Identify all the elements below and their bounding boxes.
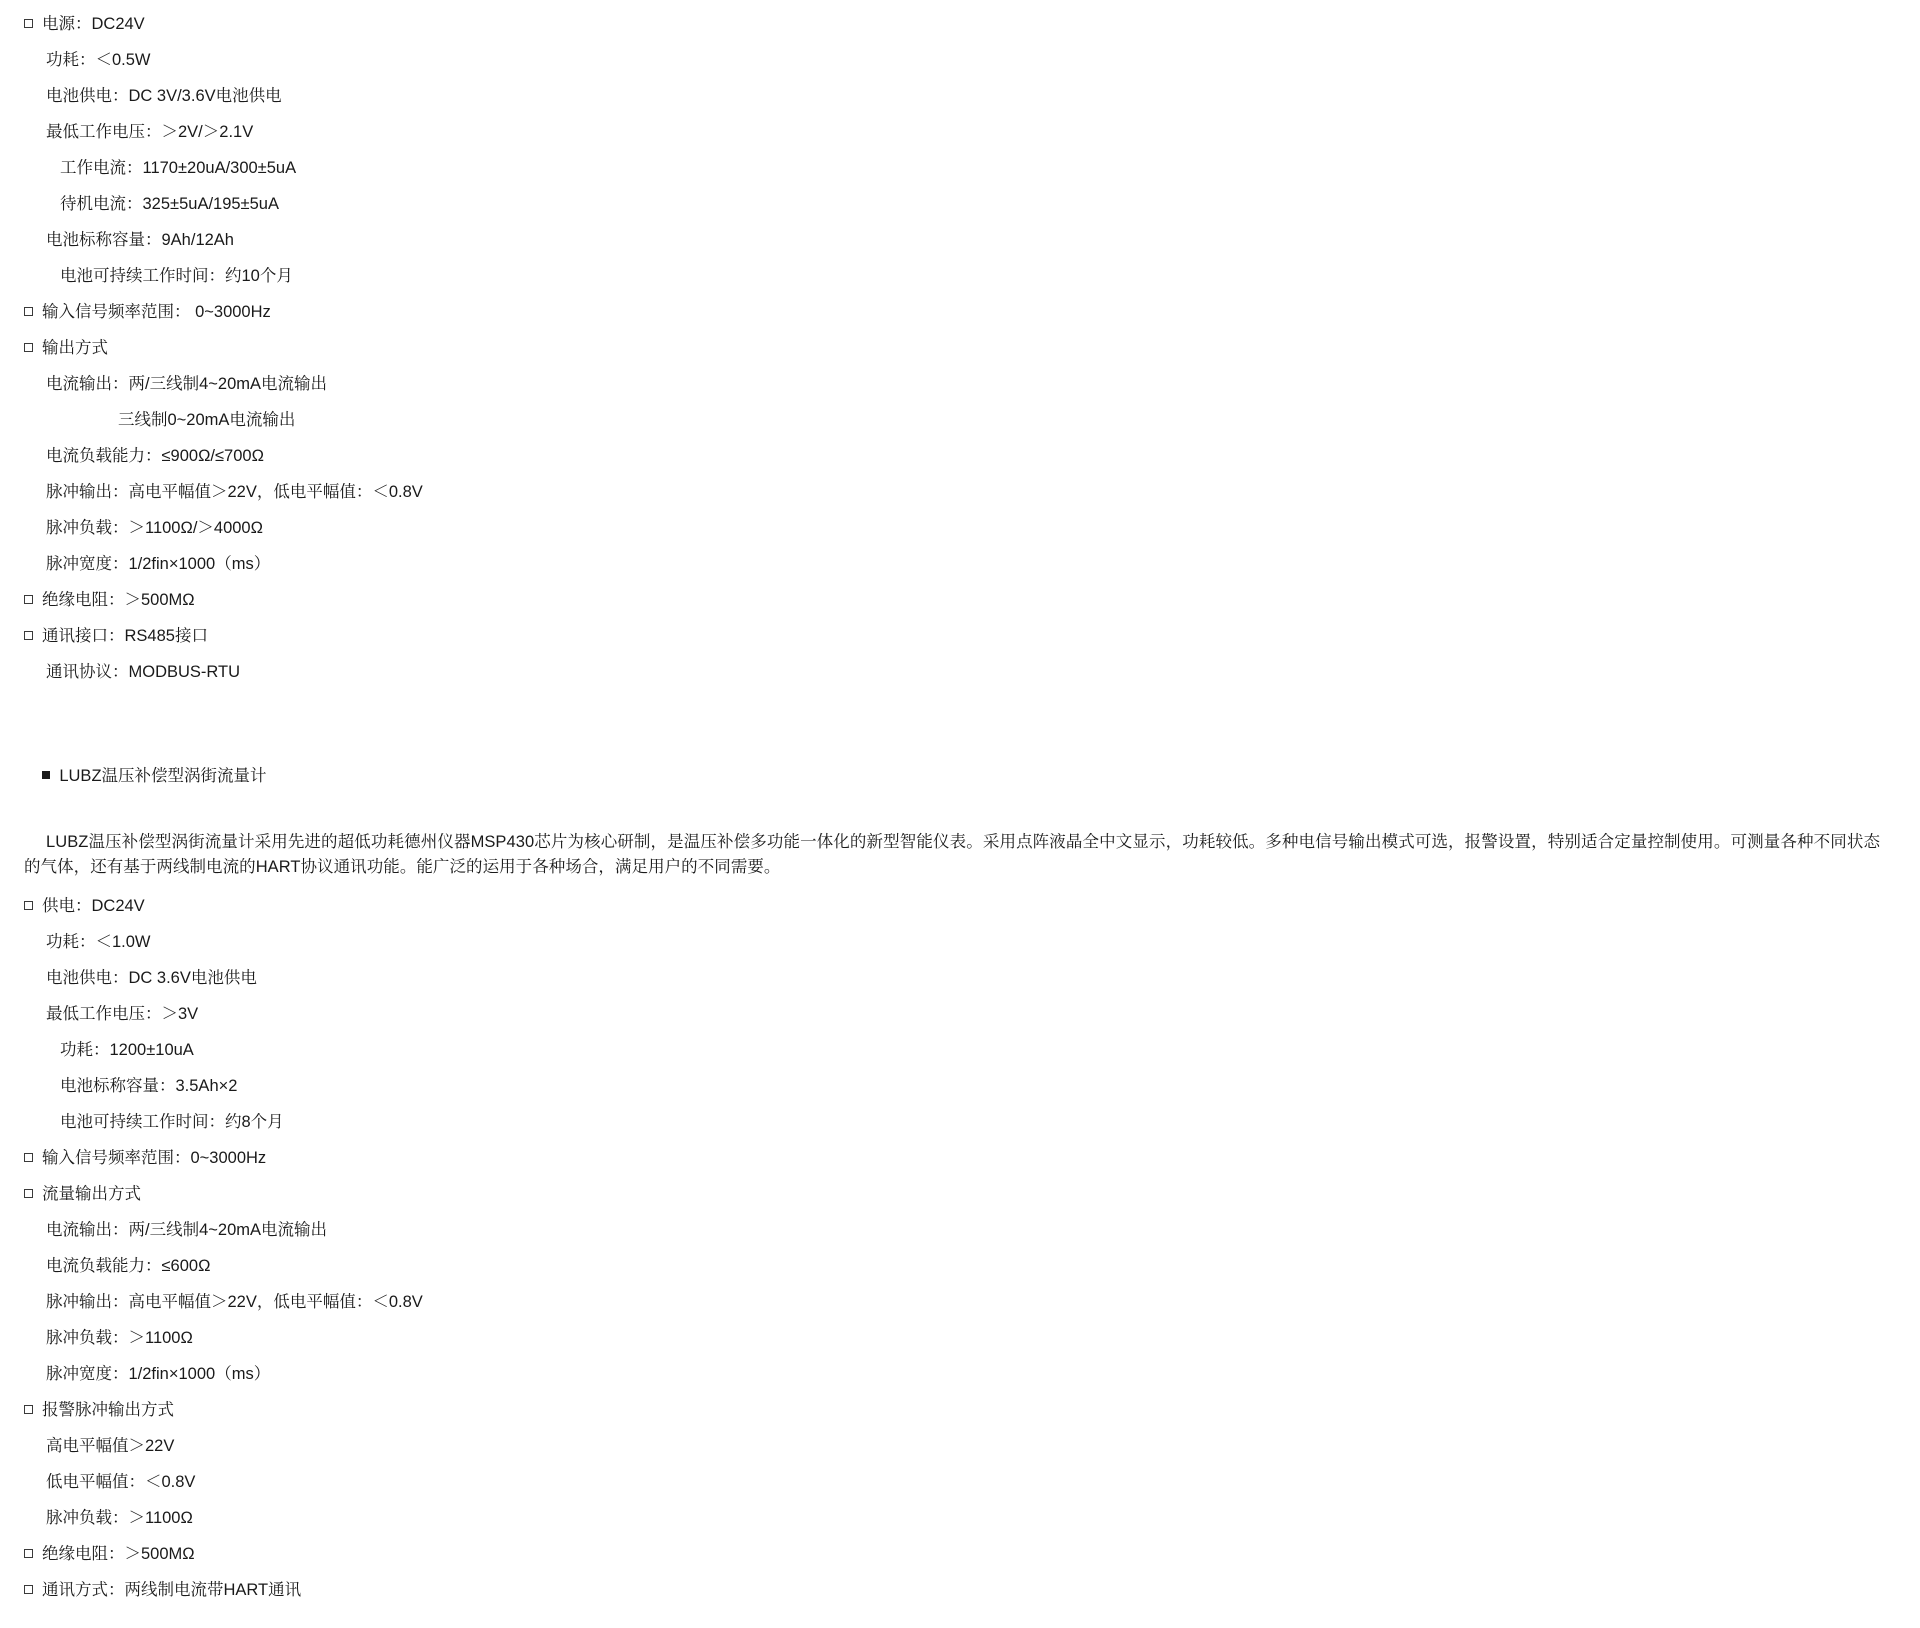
spec-line-label: 绝缘电阻：＞500MΩ: [42, 1545, 195, 1563]
hollow-square-bullet-icon: [24, 1405, 33, 1414]
spec-line: [24, 888, 1880, 924]
hollow-square-bullet-icon: [24, 901, 33, 910]
spec-list-section-2: [24, 888, 1880, 1608]
spec-line-label: 最低工作电压：＞3V: [46, 1005, 199, 1023]
solid-square-bullet-icon: [42, 771, 50, 779]
section-spacer: [24, 690, 1880, 722]
hollow-square-bullet-icon: [24, 1585, 33, 1594]
section-intro-paragraph: [24, 830, 1880, 880]
spec-line-label: 工作电流：1170±20uA/300±5uA: [60, 159, 297, 177]
spec-line-label: 输出方式: [42, 339, 108, 357]
spec-line: [24, 222, 1880, 258]
spec-line-label: 电流输出：两/三线制4~20mA电流输出: [46, 1221, 327, 1239]
spec-line-label: 功耗：＜1.0W: [46, 933, 151, 951]
section-heading-label: LUBZ温压补偿型涡街流量计: [59, 767, 267, 785]
spec-line: [24, 1464, 1880, 1500]
spec-list-section-1: [24, 6, 1880, 690]
spec-line-label: 电池供电：DC 3.6V电池供电: [46, 969, 257, 987]
spec-line-label: 脉冲负载：＞1100Ω: [46, 1329, 193, 1347]
spec-line-label: 电池标称容量：3.5Ah×2: [60, 1077, 238, 1095]
spec-line-label: 通讯接口：RS485接口: [42, 627, 208, 645]
spec-line: [24, 474, 1880, 510]
spec-line: [24, 654, 1880, 690]
spec-line: [24, 1536, 1880, 1572]
spec-line: [24, 1356, 1880, 1392]
hollow-square-bullet-icon: [24, 1549, 33, 1558]
spec-line: [24, 1320, 1880, 1356]
spec-line: [24, 1392, 1880, 1428]
spec-line-label: 最低工作电压：＞2V/＞2.1V: [46, 123, 254, 141]
hollow-square-bullet-icon: [24, 19, 33, 28]
spec-line-label: 脉冲负载：＞1100Ω/＞4000Ω: [46, 519, 263, 537]
hollow-square-bullet-icon: [24, 631, 33, 640]
spec-line: [24, 402, 1880, 438]
spec-line: [24, 42, 1880, 78]
spec-line: [24, 618, 1880, 654]
hollow-square-bullet-icon: [24, 1189, 33, 1198]
spec-line: [24, 582, 1880, 618]
spec-line-label: 电池可持续工作时间：约10个月: [60, 267, 293, 285]
spec-line-label: 电池可持续工作时间：约8个月: [60, 1113, 284, 1131]
spec-line-label: 高电平幅值＞22V: [46, 1437, 175, 1455]
spec-line: [24, 1176, 1880, 1212]
spec-line-label: 通讯方式：两线制电流带HART通讯: [42, 1581, 302, 1599]
spec-line-label: 电流输出：两/三线制4~20mA电流输出: [46, 375, 327, 393]
spec-line: [24, 924, 1880, 960]
spec-line-label: 功耗：1200±10uA: [60, 1041, 194, 1059]
spec-line: [24, 186, 1880, 222]
hollow-square-bullet-icon: [24, 1153, 33, 1162]
hollow-square-bullet-icon: [24, 307, 33, 316]
spec-line-label: 电流负载能力：≤600Ω: [46, 1257, 211, 1275]
spec-line-label: 功耗：＜0.5W: [46, 51, 151, 69]
hollow-square-bullet-icon: [24, 595, 33, 604]
spec-line-label: 脉冲输出：高电平幅值＞22V，低电平幅值：＜0.8V: [46, 1293, 423, 1311]
spec-line: [24, 150, 1880, 186]
spec-line: [24, 1248, 1880, 1284]
spec-line: [24, 1572, 1880, 1608]
spec-line: [24, 546, 1880, 582]
spec-line-label: 电池标称容量：9Ah/12Ah: [46, 231, 234, 249]
spec-line: [24, 78, 1880, 114]
spec-line-label: 脉冲宽度：1/2fin×1000（ms）: [46, 1365, 271, 1383]
spec-line-label: 输入信号频率范围：0~3000Hz: [42, 1149, 267, 1167]
spec-line: [24, 330, 1880, 366]
spec-line: [24, 1212, 1880, 1248]
spec-line-label: 供电：DC24V: [42, 897, 145, 915]
paragraph-text: LUBZ温压补偿型涡街流量计采用先进的超低功耗德州仪器MSP430芯片为核心研制，是温压补偿多功能一体化的新型智能仪表。采用点阵液晶全中文显示，功耗较低。多种电信号输出模式可选，报警设置，特别适合定量控制使用。可测量各种不同状态的气体，还有基于两线制电流的HART协议通讯功能。能广泛的运用于各种场合，满足用户的不同需要。: [24, 833, 1880, 876]
spec-line: [24, 1104, 1880, 1140]
spec-line: [24, 510, 1880, 546]
spec-line-label: 报警脉冲输出方式: [42, 1401, 174, 1419]
spec-line-label: 电池供电：DC 3V/3.6V电池供电: [46, 87, 282, 105]
spec-line: [24, 1032, 1880, 1068]
spec-line: [24, 294, 1880, 330]
spec-line-label: 绝缘电阻：＞500MΩ: [42, 591, 195, 609]
spec-line-label: 流量输出方式: [42, 1185, 141, 1203]
spec-line: [24, 1140, 1880, 1176]
section-heading-lubz: [24, 722, 1880, 830]
spec-line-label: 输入信号频率范围： 0~3000Hz: [42, 303, 271, 321]
spec-line: [24, 1068, 1880, 1104]
spec-line: [24, 438, 1880, 474]
spec-line-label: 脉冲宽度：1/2fin×1000（ms）: [46, 555, 271, 573]
spec-line-label: 电流负载能力：≤900Ω/≤700Ω: [46, 447, 264, 465]
spec-line: [24, 1428, 1880, 1464]
spec-line: [24, 366, 1880, 402]
spec-line: [24, 1284, 1880, 1320]
spec-line: [24, 960, 1880, 996]
spec-line: [24, 258, 1880, 294]
spec-line: [24, 1500, 1880, 1536]
spec-line-label: 三线制0~20mA电流输出: [118, 411, 296, 429]
spec-line-label: 低电平幅值：＜0.8V: [46, 1473, 196, 1491]
spec-line-label: 电源：DC24V: [42, 15, 145, 33]
spec-line-label: 脉冲输出：高电平幅值＞22V，低电平幅值：＜0.8V: [46, 483, 423, 501]
hollow-square-bullet-icon: [24, 343, 33, 352]
paragraph-spacer: [24, 880, 1880, 888]
spec-line: [24, 6, 1880, 42]
spec-line-label: 脉冲负载：＞1100Ω: [46, 1509, 193, 1527]
spec-line: [24, 996, 1880, 1032]
spec-line-label: 待机电流：325±5uA/195±5uA: [60, 195, 279, 213]
spec-line-label: 通讯协议：MODBUS-RTU: [46, 663, 241, 681]
spec-line: [24, 114, 1880, 150]
